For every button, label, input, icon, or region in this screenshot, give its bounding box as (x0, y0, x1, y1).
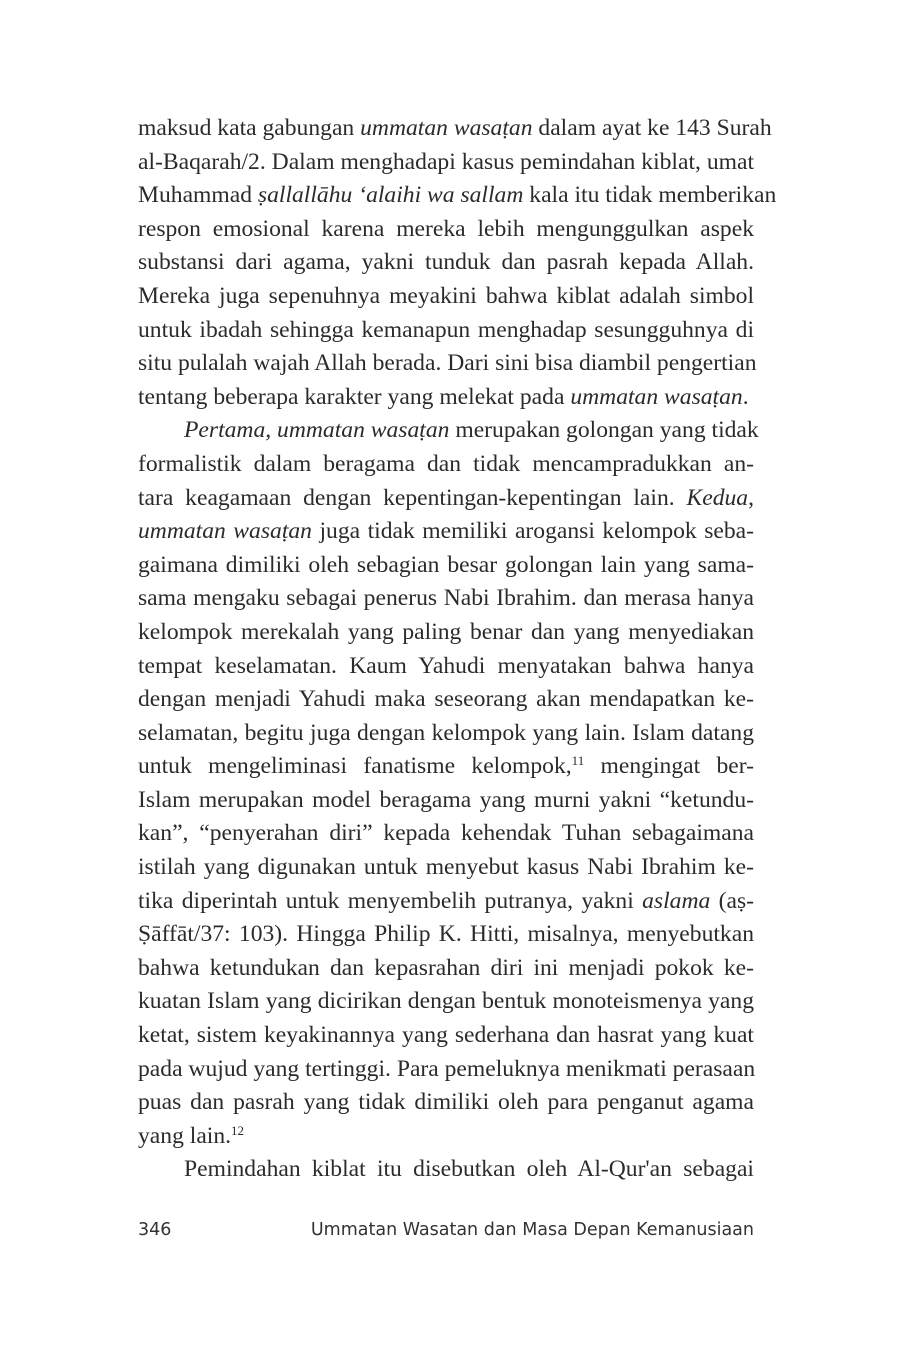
text-run: Pemindahan kiblat itu disebutkan oleh Al-Qur'an sebagai (184, 1156, 754, 1183)
text-run: yang lain. (138, 1122, 232, 1149)
text-run: pada wujud yang tertinggi. Para pemeluknya menikmati perasaan (138, 1055, 756, 1082)
text-line (138, 179, 777, 213)
italic-term: ṣallallāhu ‘alaihi wa sallam (257, 182, 524, 209)
text-line (138, 347, 757, 381)
text-line (138, 549, 754, 583)
text-line (138, 918, 754, 952)
text-line (138, 750, 754, 784)
text-run: Ṣāffāt/37: 103). Hingga Philip K. Hitti, misalnya, menyebutkan (138, 921, 754, 948)
text-run: respon emosional karena mereka lebih mengunggulkan aspek (138, 215, 754, 242)
text-run: kelompok merekalah yang paling benar dan yang menyediakan (138, 618, 754, 645)
text-run: ketat, sistem keyakinannya yang sederhana dan hasrat yang kuat (138, 1022, 754, 1049)
text-run: Muhammad (138, 182, 258, 209)
text-run: . (742, 383, 749, 410)
text-line (138, 616, 754, 650)
text-line (138, 817, 754, 851)
text-run: puas dan pasrah yang tidak dimiliki oleh para penganut agama (138, 1089, 754, 1116)
text-line (138, 280, 754, 314)
text-run: Mereka juga sepenuhnya meyakini bahwa kiblat adalah simbol (138, 282, 754, 309)
italic-term: ummatan wasaṭan (138, 518, 312, 545)
page-number: 346 (138, 1220, 172, 1240)
text-run: juga tidak memiliki arogansi kelompok seba- (311, 518, 754, 545)
text-run: untuk mengeliminasi fanatisme kelompok, (138, 753, 572, 780)
text-line (138, 448, 754, 482)
text-run: tentang beberapa karakter yang melekat pada (138, 383, 571, 410)
text-line (138, 381, 754, 415)
text-run: istilah yang digunakan untuk menyebut kasus Nabi Ibrahim ke- (138, 854, 754, 881)
text-line (138, 482, 754, 516)
text-run: sama mengaku sebagai penerus Nabi Ibrahim. dan merasa hanya (138, 585, 754, 612)
text-line (138, 314, 754, 348)
text-run: tika diperintah untuk menyembelih putranya, yakni (138, 887, 643, 914)
text-run: kan”, “penyerahan diri” kepada kehendak Tuhan sebagaimana (138, 820, 754, 847)
text-run: substansi dari agama, yakni tunduk dan pasrah kepada Allah. (138, 249, 754, 276)
running-title: Ummatan Wasatan dan Masa Depan Kemanusiaan (310, 1220, 754, 1240)
text-line (138, 246, 754, 280)
text-run: dalam ayat ke 143 Surah (532, 115, 772, 141)
italic-term: ummatan wasaṭan (360, 115, 533, 141)
text-line (138, 952, 754, 986)
text-run: mengingat ber- (584, 753, 754, 780)
text-line (138, 851, 754, 885)
text-line (138, 885, 754, 919)
footnote-ref[interactable]: 11 (571, 753, 585, 769)
text-run: (aṣ- (710, 887, 754, 914)
text-line (138, 1153, 754, 1187)
text-run: , (748, 484, 754, 511)
text-line (138, 1019, 754, 1053)
text-run: untuk ibadah sehingga kemanapun menghadap sesungguhnya di (138, 316, 754, 343)
text-line (138, 650, 754, 684)
text-run: merupakan golongan yang tidak (449, 417, 759, 444)
text-line (138, 784, 754, 818)
text-line (138, 1086, 754, 1120)
italic-term: Kedua (686, 484, 749, 511)
text-line (138, 1120, 754, 1154)
text-line (138, 112, 772, 146)
text-line (138, 717, 754, 751)
text-line (138, 414, 759, 448)
text-line (138, 213, 754, 247)
text-line (138, 1053, 754, 1087)
text-run: gaimana dimiliki oleh sebagian besar golongan lain yang sama- (138, 551, 754, 578)
text-line (138, 146, 754, 180)
text-line (138, 985, 754, 1019)
footnote-ref[interactable]: 12 (231, 1122, 245, 1138)
italic-term: Pertama, ummatan wasaṭan (184, 417, 450, 444)
text-run: situ pulalah wajah Allah berada. Dari sini bisa diambil pengertian (138, 350, 757, 377)
text-run: kala itu tidak memberikan (523, 182, 777, 209)
text-run: selamatan, begitu juga dengan kelompok yang lain. Islam datang (138, 719, 754, 746)
text-run: maksud kata gabungan (138, 115, 361, 141)
text-run: tempat keselamatan. Kaum Yahudi menyatakan bahwa hanya (138, 652, 754, 679)
body-text (138, 112, 777, 1187)
text-run: kuatan Islam yang dicirikan dengan bentuk monoteismenya yang (138, 988, 754, 1015)
text-run: bahwa ketundukan dan kepasrahan diri ini menjadi pokok ke- (138, 954, 754, 981)
text-line (138, 515, 754, 549)
text-run: al-Baqarah/2. Dalam menghadapi kasus pemindahan kiblat, umat (138, 148, 754, 175)
italic-term: aslama (642, 887, 711, 914)
text-run: Islam merupakan model beragama yang murni yakni “ketundu- (138, 786, 754, 813)
text-line (138, 683, 754, 717)
italic-term: ummatan wasaṭan (570, 383, 743, 410)
page-footer (138, 1220, 754, 1250)
text-run: tara keagamaan dengan kepentingan-kepentingan lain. (138, 484, 687, 511)
text-line (138, 582, 754, 616)
text-run: formalistik dalam beragama dan tidak mencampradukkan an- (138, 450, 754, 477)
text-run: dengan menjadi Yahudi maka seseorang akan mendapatkan ke- (138, 686, 754, 713)
